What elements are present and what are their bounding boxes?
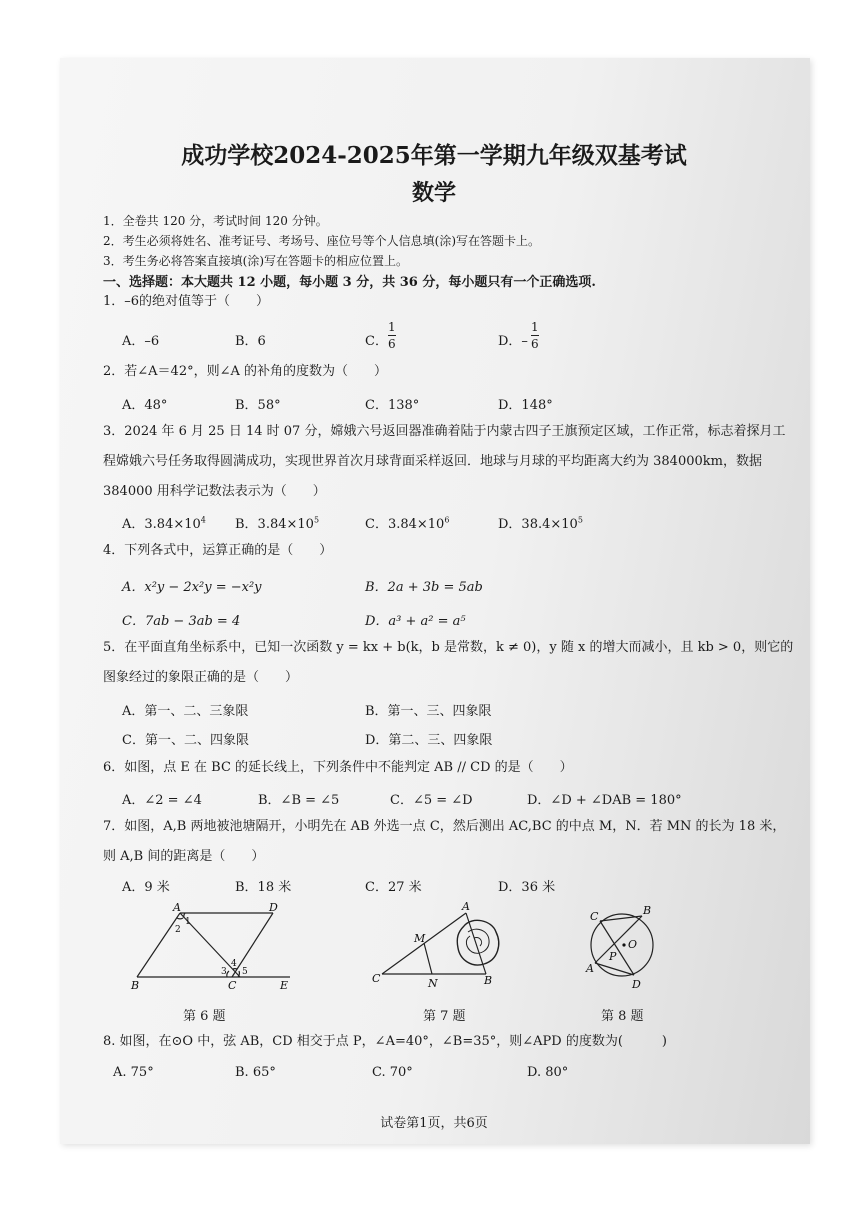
figure-7-diagram — [368, 898, 518, 993]
fig6-angle-3: 3 — [221, 967, 227, 977]
fig6-arc-3 — [227, 971, 229, 977]
fig6-arc-2 — [177, 918, 183, 919]
exam-title: 成功学校2024-2025年第一学期九年级双基考试 — [181, 142, 687, 169]
fig7-pond-outline — [457, 920, 498, 965]
fig8-circle — [591, 914, 653, 976]
q5-option-b: B．第一、三、四象限 — [365, 704, 492, 719]
q5-option-c: C．第一、二、四象限 — [122, 733, 249, 748]
q1-option-c: C． — [365, 334, 388, 349]
q3-option-a — [122, 513, 206, 532]
note-1: 1．全卷共 120 分，考试时间 120 分钟。 — [103, 214, 328, 228]
fig7-label-a: A — [462, 900, 470, 913]
q7-option-c: C．27 米 — [365, 880, 422, 895]
q2-option-a: A．48° — [122, 398, 168, 413]
fig6-line-dc — [232, 913, 273, 977]
q1-d-fraction — [531, 320, 539, 351]
q6-option-c: C．∠5 = ∠D — [390, 793, 473, 808]
q3-d-base: D．38.4×10 — [498, 517, 578, 532]
q7-option-a: A．9 米 — [122, 880, 170, 895]
exam-subject: 数学 — [411, 180, 456, 206]
q3-b-exponent: 5 — [313, 515, 320, 525]
fig8-label-a: A — [586, 962, 594, 975]
figure-8-diagram — [582, 900, 662, 995]
section-heading: 一、选择题：本大题共 12 小题，每小题 3 分，共 36 分，每小题只有一个正确选项. — [103, 275, 596, 290]
fig6-angle-2: 2 — [175, 925, 181, 935]
fig8-label-b: B — [643, 904, 652, 917]
q3-c-base: C．3.84×10 — [365, 517, 445, 532]
q8-option-d: D. 80° — [527, 1065, 569, 1080]
fig6-angle-4: 4 — [231, 959, 237, 969]
figure-6-caption: 第 6 题 — [183, 1009, 226, 1024]
fig6-label-c: C — [228, 979, 237, 992]
fig7-label-c: C — [372, 972, 381, 985]
page-footer: 试卷第1页，共6页 — [380, 1116, 488, 1131]
q7-option-d: D．36 米 — [498, 880, 556, 895]
q1-option-a: A．–6 — [122, 334, 160, 349]
figure-6-diagram — [125, 900, 300, 995]
question-5-line-2: 图象经过的象限正确的是（ ） — [103, 670, 299, 685]
question-3-line-2: 程嫦娥六号任务取得圆满成功，实现世界首次月球背面采样返回．地球与月球的平均距离大约为 384000km，数据 — [103, 454, 762, 469]
fig8-label-o: O — [628, 938, 638, 951]
q4-option-c: C．7ab − 3ab = 4 — [122, 614, 241, 629]
fig6-angle-5: 5 — [242, 967, 248, 977]
figure-8-caption: 第 8 题 — [601, 1009, 644, 1024]
fig6-label-d: D — [269, 901, 278, 914]
q1-option-d: D．– — [498, 334, 528, 349]
q6-option-b: B．∠B = ∠5 — [258, 793, 340, 808]
q3-option-c — [365, 513, 449, 532]
q4-option-d: D．a³ + a² = a⁵ — [365, 614, 466, 629]
question-3-line-3: 384000 用科学记数法表示为（ ） — [103, 484, 326, 499]
fig7-label-b: B — [484, 974, 493, 987]
q1-c-numerator: 1 — [388, 320, 396, 334]
q7-option-b: B．18 米 — [235, 880, 292, 895]
q3-a-exponent: 4 — [200, 515, 206, 525]
q2-option-b: B．58° — [235, 398, 281, 413]
q6-option-d: D．∠D + ∠DAB = 180° — [527, 793, 682, 808]
question-5-line-1: 5．在平面直角坐标系中，已知一次函数 y = kx + b(k，b 是常数，k ≠ 0)，y 随 x 的增大而减小，且 kb > 0，则它的 — [103, 640, 794, 655]
q8-option-c: C. 70° — [372, 1065, 413, 1080]
q2-option-d: D．148° — [498, 398, 553, 413]
q3-b-base: B．3.84×10 — [235, 517, 314, 532]
q1-d-numerator: 1 — [531, 320, 539, 334]
q1-option-b: B．6 — [235, 334, 266, 349]
note-3: 3．考生务必将答案直接填(涂)写在答题卡的相应位置上。 — [103, 254, 409, 268]
fig7-label-m: M — [414, 932, 426, 945]
question-8-stem: 8. 如图，在⊙O 中，弦 AB，CD 相交于点 P，∠A=40°，∠B=35°，则∠APD 的度数为( ) — [103, 1034, 667, 1049]
q4-option-a: A．x²y − 2x²y = −x²y — [122, 580, 262, 595]
q5-option-d: D．第二、三、四象限 — [365, 733, 493, 748]
q3-c-exponent: 6 — [444, 515, 450, 525]
q2-option-c: C．138° — [365, 398, 420, 413]
question-2-stem: 2．若∠A＝42°，则∠A 的补角的度数为（ ） — [103, 364, 388, 379]
q3-a-base: A．3.84×10 — [122, 517, 201, 532]
fig8-label-d: D — [632, 978, 641, 991]
fig6-arc-5 — [238, 971, 239, 977]
figure-7-caption: 第 7 题 — [423, 1009, 466, 1024]
fig6-label-a: A — [173, 901, 181, 914]
fig8-label-c: C — [590, 910, 599, 923]
question-7-line-1: 7．如图，A,B 两地被池塘隔开，小明先在 AB 外选一点 C，然后测出 AC,BC 的中点 M，N．若 MN 的长为 18 米， — [103, 819, 786, 834]
question-3-line-1: 3．2024 年 6 月 25 日 14 时 07 分，嫦娥六号返回器准确着陆于内蒙古四子王旗预定区域，工作正常，标志着探月工 — [103, 424, 786, 439]
q3-d-exponent: 5 — [577, 515, 583, 525]
fig6-label-b: B — [131, 979, 140, 992]
q3-option-d — [498, 513, 583, 532]
question-7-line-2: 则 A,B 间的距离是（ ） — [103, 849, 265, 864]
fig6-label-e: E — [280, 979, 289, 992]
q4-option-b: B．2a + 3b = 5ab — [365, 580, 483, 595]
q3-option-b — [235, 513, 319, 532]
q6-option-a: A．∠2 = ∠4 — [122, 793, 202, 808]
q1-c-fraction — [388, 320, 396, 351]
fig7-line-mn — [424, 943, 432, 974]
fig8-label-p: P — [609, 950, 617, 963]
question-4-stem: 4．下列各式中，运算正确的是（ ） — [103, 543, 333, 558]
fig7-label-n: N — [428, 977, 438, 990]
fig6-line-ab — [137, 913, 180, 977]
fig8-center-dot — [622, 943, 625, 946]
q1-d-denominator: 6 — [531, 337, 539, 351]
note-2: 2．考生必须将姓名、准考证号、考场号、座位号等个人信息填(涂)写在答题卡上。 — [103, 234, 541, 248]
question-6-stem: 6．如图，点 E 在 BC 的延长线上，下列条件中不能判定 AB // CD 的是（ ） — [103, 760, 573, 775]
q5-option-a: A．第一、二、三象限 — [122, 704, 249, 719]
q1-c-denominator: 6 — [388, 337, 396, 351]
fig6-angle-1: 1 — [185, 917, 191, 927]
question-1-stem: 1．–6的绝对值等于（ ） — [103, 294, 270, 309]
q8-option-b: B. 65° — [235, 1065, 276, 1080]
q8-option-a: A. 75° — [113, 1065, 154, 1080]
